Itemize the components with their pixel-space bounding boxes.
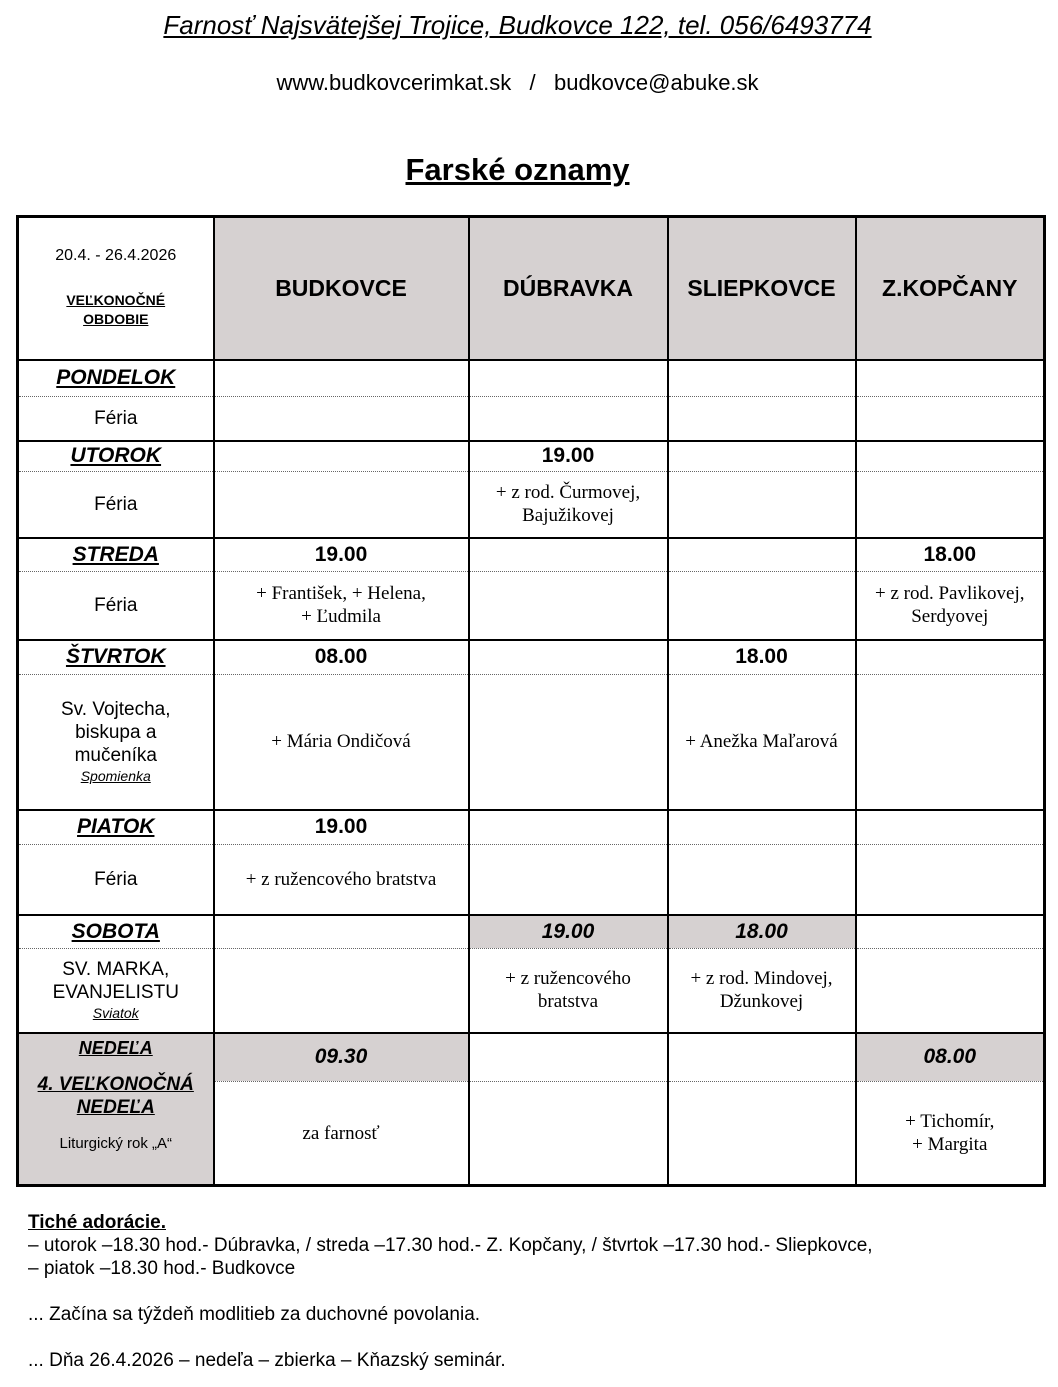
mass-intention bbox=[668, 949, 856, 1033]
liturgical-rank: Spomienka bbox=[80, 768, 151, 785]
mass-intention: + Anežka Maľarová bbox=[668, 675, 856, 810]
cell bbox=[469, 397, 668, 441]
cell bbox=[469, 572, 668, 640]
cell bbox=[469, 1033, 668, 1082]
table-row bbox=[18, 845, 1045, 915]
table-row bbox=[18, 441, 1045, 472]
announcement-line: ... Dňa 26.4.2026 – nedeľa – zbierka – Kňazský seminár. bbox=[28, 1350, 506, 1371]
adoration-line: – piatok –18.30 hod.- Budkovce bbox=[28, 1258, 296, 1279]
table-row bbox=[18, 675, 1045, 810]
mass-time: 19.00 bbox=[214, 538, 469, 572]
intention-line: bratstva bbox=[537, 991, 599, 1013]
cell bbox=[668, 360, 856, 397]
mass-time: 18.00 bbox=[668, 640, 856, 675]
mass-intention: + Mária Ondičová bbox=[214, 675, 469, 810]
mass-time: 08.00 bbox=[856, 1033, 1045, 1082]
cell bbox=[856, 360, 1045, 397]
week-info-cell bbox=[18, 217, 214, 360]
desc-line: mučeníka bbox=[74, 745, 157, 767]
table-row bbox=[18, 640, 1045, 675]
intention-line: + z rod. Čurmovej, bbox=[495, 482, 641, 504]
cell bbox=[856, 675, 1045, 810]
cell bbox=[214, 472, 469, 538]
desc-line: SV. MARKA, bbox=[62, 959, 170, 981]
day-name-pondelok: PONDELOK bbox=[18, 360, 214, 397]
column-header-budkovce: BUDKOVCE bbox=[214, 217, 469, 360]
cell bbox=[856, 441, 1045, 472]
intention-line: Serdyovej bbox=[911, 606, 989, 628]
mass-time: 18.00 bbox=[856, 538, 1045, 572]
cell bbox=[856, 397, 1045, 441]
cell bbox=[856, 640, 1045, 675]
day-name-stvrtok: ŠTVRTOK bbox=[18, 640, 214, 675]
cell bbox=[856, 810, 1045, 845]
table-header-row bbox=[18, 217, 1045, 360]
cell bbox=[469, 675, 668, 810]
announcement-line: ... Začína sa týždeň modlitieb za duchovné povolania. bbox=[28, 1304, 481, 1325]
web-email-line: www.budkovcerimkat.sk / budkovce@abuke.sk bbox=[276, 70, 759, 95]
table-row bbox=[18, 1033, 1045, 1082]
day-desc-utorok: Féria bbox=[18, 472, 214, 538]
cell bbox=[469, 1082, 668, 1186]
day-name-utorok: UTOROK bbox=[18, 441, 214, 472]
mass-time: 19.00 bbox=[469, 441, 668, 472]
mass-intention bbox=[856, 1082, 1045, 1186]
column-header-dubravka: DÚBRAVKA bbox=[469, 217, 668, 360]
intention-line: + z ružencového bbox=[505, 968, 631, 990]
cell bbox=[668, 472, 856, 538]
day-desc-pondelok: Féria bbox=[18, 397, 214, 441]
season-line-1: VEĽKONOČNÉ bbox=[66, 292, 166, 309]
cell bbox=[469, 538, 668, 572]
mass-time: 19.00 bbox=[214, 810, 469, 845]
cell bbox=[469, 845, 668, 915]
adoration-line: – utorok –18.30 hod.- Dúbravka, / streda –17.30 hod.- Z. Kopčany, / štvrtok –17.30 hod.- Sliepkovce, bbox=[28, 1235, 873, 1256]
day-name-streda: STREDA bbox=[18, 538, 214, 572]
day-name-nedela: NEDEĽA bbox=[78, 1037, 153, 1058]
feast-line-1: 4. VEĽKONOČNÁ bbox=[37, 1073, 194, 1095]
cell bbox=[668, 538, 856, 572]
day-desc-sobota bbox=[18, 949, 214, 1033]
mass-time: 19.00 bbox=[469, 915, 668, 949]
mass-intention bbox=[856, 572, 1045, 640]
column-header-zkopcany: Z.KOPČANY bbox=[856, 217, 1045, 360]
cell bbox=[469, 640, 668, 675]
desc-line: EVANJELISTU bbox=[52, 982, 179, 1004]
desc-line: biskupa a bbox=[75, 722, 157, 744]
day-desc-stvrtok bbox=[18, 675, 214, 810]
cell bbox=[668, 572, 856, 640]
cell bbox=[214, 397, 469, 441]
mass-intention: za farnosť bbox=[214, 1082, 469, 1186]
intention-line: + Tichomír, bbox=[905, 1111, 995, 1132]
table-row bbox=[18, 397, 1045, 441]
parish-header: Farnosť Najsvätejšej Trojice, Budkovce 122, tel. 056/6493774 bbox=[163, 10, 872, 40]
cell bbox=[668, 845, 856, 915]
mass-intention bbox=[469, 949, 668, 1033]
day-name-sobota: SOBOTA bbox=[18, 915, 214, 949]
mass-intention bbox=[469, 472, 668, 538]
mass-intention: + z ružencového bratstva bbox=[214, 845, 469, 915]
table-row bbox=[18, 949, 1045, 1033]
cell bbox=[214, 360, 469, 397]
page-title: Farské oznamy bbox=[405, 152, 630, 187]
intention-line: + František, + Helena, bbox=[256, 583, 426, 605]
cell bbox=[856, 949, 1045, 1033]
table-row bbox=[18, 538, 1045, 572]
cell bbox=[214, 915, 469, 949]
intention-line: + Margita bbox=[912, 1134, 988, 1155]
announcements bbox=[28, 1211, 1038, 1372]
mass-intention bbox=[214, 572, 469, 640]
cell bbox=[668, 441, 856, 472]
intention-line: Bajužikovej bbox=[522, 505, 614, 527]
intention-line: + z rod. Mindovej, bbox=[690, 968, 833, 990]
season-line-2: OBDOBIE bbox=[83, 311, 149, 328]
cell bbox=[668, 397, 856, 441]
day-desc-piatok: Féria bbox=[18, 845, 214, 915]
cell bbox=[668, 810, 856, 845]
cell bbox=[469, 360, 668, 397]
mass-time: 08.00 bbox=[214, 640, 469, 675]
table-row bbox=[18, 472, 1045, 538]
mass-schedule-table bbox=[16, 215, 1046, 1187]
day-name-piatok: PIATOK bbox=[18, 810, 214, 845]
cell bbox=[469, 810, 668, 845]
intention-line: + z rod. Pavlikovej, bbox=[875, 583, 1025, 605]
cell bbox=[856, 915, 1045, 949]
table-row bbox=[18, 810, 1045, 845]
day-desc-streda: Féria bbox=[18, 572, 214, 640]
mass-time: 09.30 bbox=[214, 1033, 469, 1082]
table-row bbox=[18, 915, 1045, 949]
cell bbox=[856, 845, 1045, 915]
cell bbox=[856, 472, 1045, 538]
table-row bbox=[18, 572, 1045, 640]
sunday-cell bbox=[18, 1033, 214, 1186]
column-header-sliepkovce: SLIEPKOVCE bbox=[668, 217, 856, 360]
date-range: 20.4. - 26.4.2026 bbox=[55, 247, 177, 265]
cell bbox=[214, 949, 469, 1033]
feast-line-2: NEDEĽA bbox=[76, 1096, 155, 1118]
cell bbox=[214, 441, 469, 472]
intention-line: Džunkovej bbox=[719, 991, 804, 1013]
mass-time: 18.00 bbox=[668, 915, 856, 949]
liturgical-year: Liturgický rok „A“ bbox=[59, 1134, 173, 1152]
intention-line: + Ľudmila bbox=[301, 606, 381, 628]
cell bbox=[668, 1082, 856, 1186]
desc-line: Sv. Vojtecha, bbox=[61, 699, 171, 721]
liturgical-rank: Sviatok bbox=[92, 1005, 139, 1022]
cell bbox=[668, 1033, 856, 1082]
table-row bbox=[18, 360, 1045, 397]
adoration-heading: Tiché adorácie. bbox=[28, 1212, 166, 1233]
